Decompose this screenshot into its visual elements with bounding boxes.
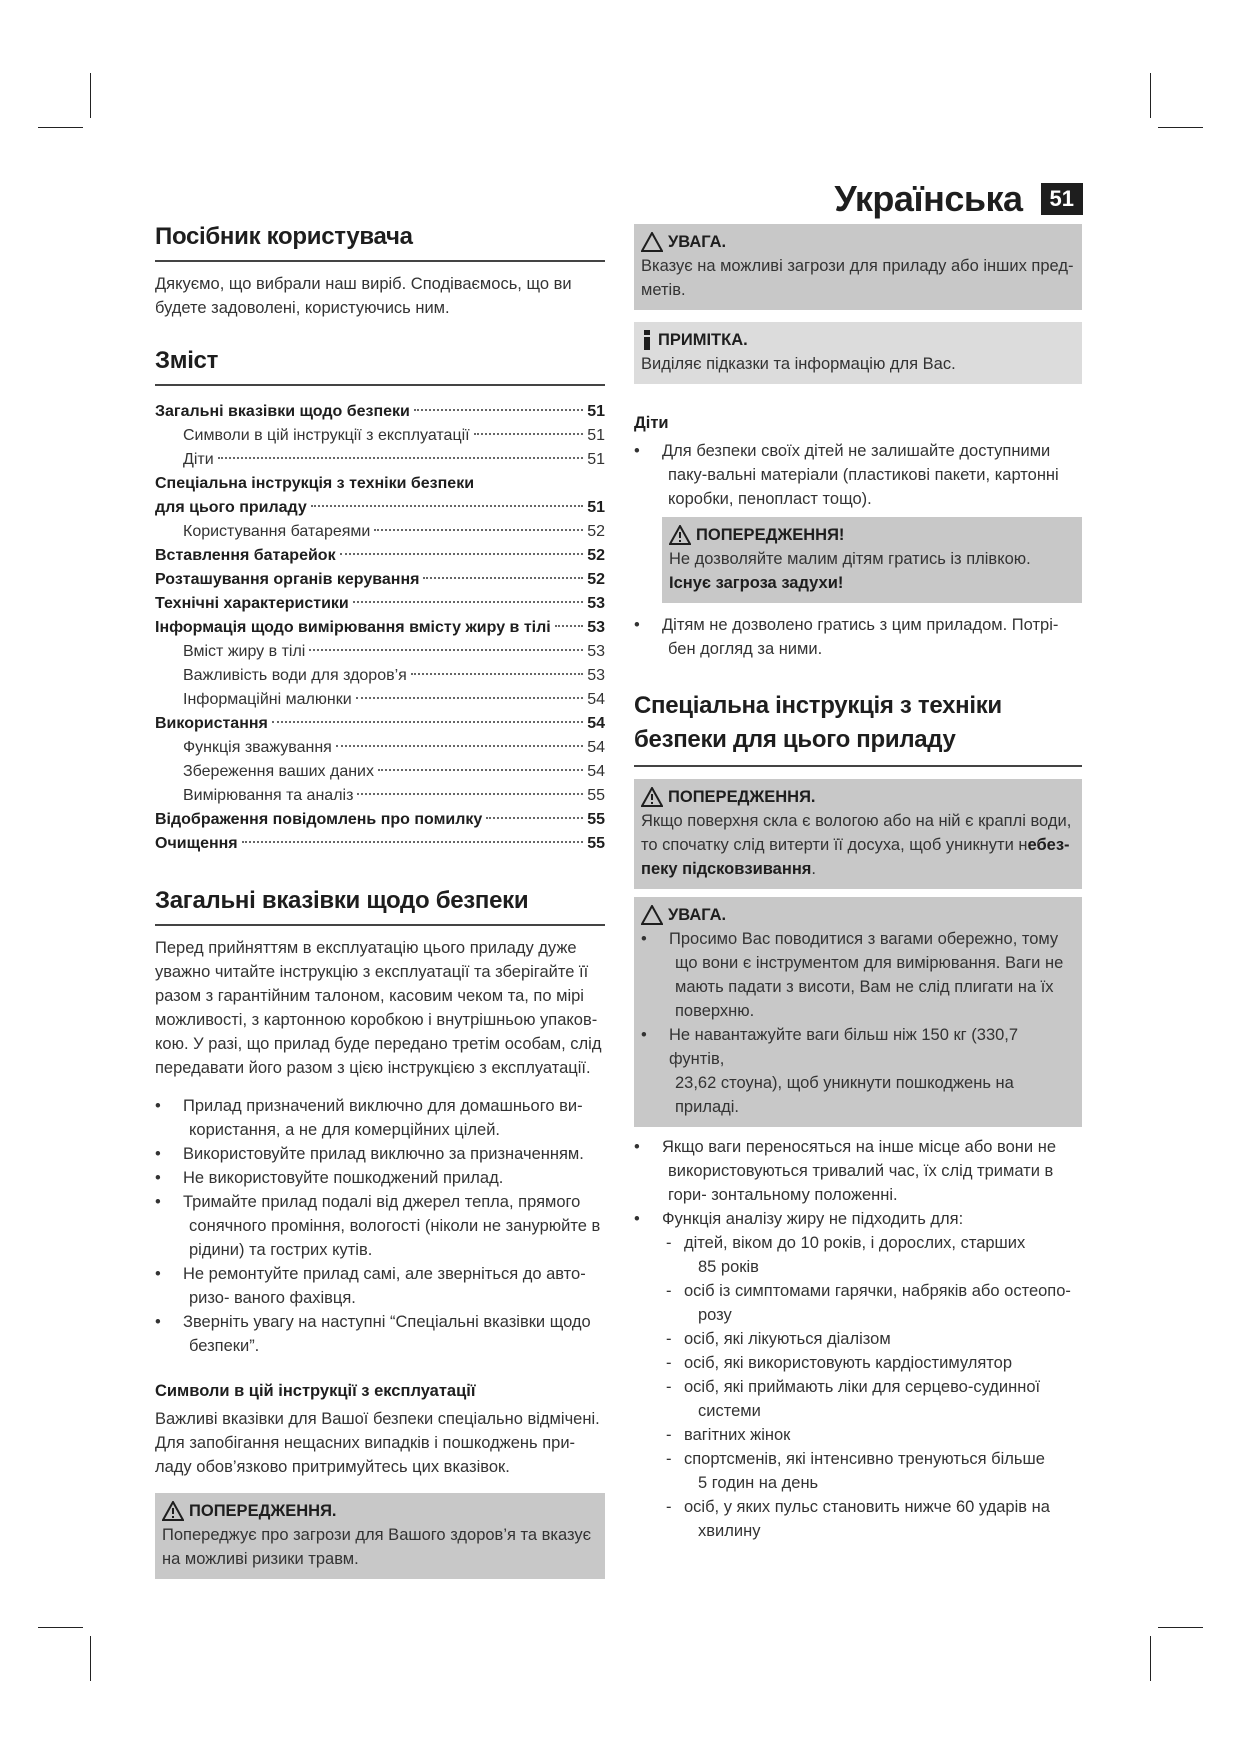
list-item: • Зверніть увагу на наступні “Спеціальні вказівки щодо безпеки”. bbox=[155, 1310, 605, 1358]
page-header bbox=[834, 178, 1083, 220]
list-item: • Не використовуйте пошкоджений прилад. bbox=[155, 1166, 605, 1190]
note-box bbox=[634, 322, 1082, 384]
toc-entry-page: 52 bbox=[587, 523, 605, 540]
guide-title: Посібник користувача bbox=[155, 222, 605, 262]
glass-warning-title bbox=[641, 785, 1075, 809]
glass-warning-text: Якщо поверхня скла є вологою або на ній є краплі води, то спочатку слід витерти її досуха, щоб уникнути небез-пеку підсковзивання. bbox=[641, 812, 1072, 878]
toc-leader-dots bbox=[411, 673, 583, 675]
toc-entry-label: Очищення bbox=[155, 835, 238, 852]
toc-entry: Спеціальна інструкція з техніки безпеки bbox=[155, 475, 475, 492]
children-warning-box bbox=[662, 517, 1082, 603]
crop-mark-tr-v bbox=[1150, 73, 1151, 118]
caution-box-title-text: УВАГА. bbox=[668, 233, 727, 251]
toc-entry-label: Функція зважування bbox=[183, 739, 332, 756]
device-bullet-list bbox=[634, 1135, 1082, 1231]
crop-mark-bl-v bbox=[90, 1636, 91, 1681]
toc-entry bbox=[155, 760, 605, 784]
children-warning-text: Не дозволяйте малим дітям гратись із плівкою. bbox=[669, 550, 1031, 568]
warning-box-text: Попереджує про загрози для Вашого здоров’я та вказує на можливі ризики травм. bbox=[162, 1526, 592, 1568]
toc-entry-label: для цього приладу bbox=[155, 499, 307, 516]
toc-entry-label: Технічні характеристики bbox=[155, 595, 349, 612]
caution-triangle-icon bbox=[641, 905, 663, 925]
toc-entry bbox=[155, 664, 605, 688]
list-item: - осіб, які використовують кардіостимулятор bbox=[666, 1351, 1082, 1375]
list-item: • Просимо Вас поводитися з вагами обережно, тому що вони є інструментом для вимірювання. Ваги не мають падати з висоти, Вам не слід плигати на їх поверхню. bbox=[641, 927, 1075, 1023]
scale-caution-list bbox=[641, 927, 1075, 1119]
toc-leader-dots bbox=[357, 793, 583, 795]
scale-caution-title-text: УВАГА. bbox=[668, 906, 727, 924]
glass-warning-title-text: ПОПЕРЕДЖЕННЯ. bbox=[668, 788, 816, 806]
toc-entry-label: Розташування органів керування bbox=[155, 571, 420, 588]
scale-caution-title bbox=[641, 903, 1075, 927]
list-item: • Дітям не дозволено гратись з цим приладом. Потрі- бен догляд за ними. bbox=[634, 613, 1082, 661]
note-box-title-text: ПРИМІТКА. bbox=[658, 331, 748, 349]
toc-entry-page: 51 bbox=[587, 427, 605, 444]
special-safety-title: Спеціальна інструкція з техніки безпеки для цього приладу bbox=[634, 689, 1082, 767]
toc-leader-dots bbox=[414, 409, 583, 411]
toc-entry bbox=[155, 712, 605, 736]
toc-entry-page: 53 bbox=[587, 595, 605, 612]
toc-entry-page: 52 bbox=[587, 547, 605, 564]
note-box-title bbox=[641, 328, 1075, 352]
toc-entry-label: Інформаційні малюнки bbox=[183, 691, 352, 708]
glass-warning-box bbox=[634, 779, 1082, 889]
toc-entry bbox=[155, 592, 605, 616]
safety-bullet-list bbox=[155, 1094, 605, 1358]
toc-entry-page: 53 bbox=[587, 667, 605, 684]
fat-analysis-exclusion-list bbox=[634, 1231, 1082, 1543]
left-column bbox=[155, 222, 605, 1579]
scale-caution-box bbox=[634, 897, 1082, 1127]
toc-entry bbox=[155, 784, 605, 808]
children-warning-title-text: ПОПЕРЕДЖЕННЯ! bbox=[696, 526, 845, 544]
toc-entry-label: Символи в цій інструкції з експлуатації bbox=[183, 427, 470, 444]
toc-leader-dots bbox=[423, 577, 583, 579]
toc-entry bbox=[155, 400, 605, 424]
list-item: - вагітних жінок bbox=[666, 1423, 1082, 1447]
toc-leader-dots bbox=[474, 433, 583, 435]
crop-mark-br-v bbox=[1150, 1636, 1151, 1681]
toc-entry-page: 54 bbox=[587, 763, 605, 780]
crop-mark-tr-h bbox=[1158, 127, 1203, 128]
children-bullet-list-1 bbox=[634, 439, 1082, 511]
toc-entry-page: 51 bbox=[587, 499, 605, 516]
warning-triangle-icon bbox=[162, 1501, 184, 1521]
note-box-text: Виділяє підказки та інформацію для Вас. bbox=[641, 355, 956, 373]
caution-box bbox=[634, 224, 1082, 310]
toc-entry-label: Діти bbox=[183, 451, 214, 468]
list-item: • Прилад призначений виключно для домашнього ви- користання, а не для комерційних цілей. bbox=[155, 1094, 605, 1142]
list-item: - осіб, які приймають ліки для серцево-судинної системи bbox=[666, 1375, 1082, 1423]
caution-box-text: Вказує на можливі загрози для приладу або інших пред-метів. bbox=[641, 257, 1074, 299]
toc-entry bbox=[155, 688, 605, 712]
caution-box-title bbox=[641, 230, 1075, 254]
crop-mark-br-h bbox=[1158, 1627, 1203, 1628]
toc-entry bbox=[155, 496, 605, 520]
toc-entry bbox=[155, 424, 605, 448]
toc-entry bbox=[155, 808, 605, 832]
list-item: • Не навантажуйте ваги більш ніж 150 кг (330,7 фунтів, 23,62 стоуна), щоб уникнути пошкоджень на приладі. bbox=[641, 1023, 1075, 1119]
toc-entry-label: Вимірювання та аналіз bbox=[183, 787, 354, 804]
warning-box bbox=[155, 1493, 605, 1579]
page-number: 51 bbox=[1041, 183, 1083, 215]
toc-entry-page: 54 bbox=[587, 691, 605, 708]
children-warning-bold: Існує загроза задухи! bbox=[669, 574, 844, 592]
toc-entry-label: Інформація щодо вимірювання вмісту жиру в тілі bbox=[155, 619, 551, 636]
toc-leader-dots bbox=[340, 553, 583, 555]
toc-entry-label: Збереження ваших даних bbox=[183, 763, 374, 780]
crop-mark-bl-h bbox=[38, 1627, 83, 1628]
toc-entry-page: 55 bbox=[587, 811, 605, 828]
list-item: • Використовуйте прилад виключно за призначенням. bbox=[155, 1142, 605, 1166]
list-item: - осіб, у яких пульс становить нижче 60 ударів на хвилину bbox=[666, 1495, 1082, 1543]
warning-triangle-icon bbox=[669, 525, 691, 545]
toc-entry-page: 53 bbox=[587, 619, 605, 636]
toc-entry-page: 54 bbox=[587, 715, 605, 732]
list-item: - осіб, які лікуються діалізом bbox=[666, 1327, 1082, 1351]
toc-leader-dots bbox=[378, 769, 583, 771]
list-item: • Тримайте прилад подалі від джерел тепла, прямого сонячного проміння, вологості (ніколи не занурюйте в рідини) та гострих кутів. bbox=[155, 1190, 605, 1262]
list-item: - спортсменів, які інтенсивно тренуються більше 5 годин на день bbox=[666, 1447, 1082, 1495]
caution-triangle-icon bbox=[641, 232, 663, 252]
toc-entry bbox=[155, 832, 605, 856]
toc-entry-page: 55 bbox=[587, 835, 605, 852]
toc-entry-label: Використання bbox=[155, 715, 268, 732]
children-warning-title bbox=[669, 523, 1075, 547]
list-item: - дітей, віком до 10 років, і дорослих, старших 85 років bbox=[666, 1231, 1082, 1279]
toc-entry-page: 51 bbox=[587, 451, 605, 468]
toc-entry bbox=[155, 736, 605, 760]
toc-entry-page: 51 bbox=[587, 403, 605, 420]
crop-mark-tl-v bbox=[90, 73, 91, 118]
toc-entry bbox=[155, 568, 605, 592]
right-column bbox=[634, 224, 1082, 1543]
toc-leader-dots bbox=[309, 649, 583, 651]
warning-box-title bbox=[162, 1499, 598, 1523]
toc-entry-page: 55 bbox=[587, 787, 605, 804]
toc-leader-dots bbox=[242, 841, 583, 843]
toc-leader-dots bbox=[356, 697, 583, 699]
toc-entry-label: Важливість води для здоров’я bbox=[183, 667, 407, 684]
toc-leader-dots bbox=[555, 625, 583, 627]
toc-entry-label: Відображення повідомлень про помилку bbox=[155, 811, 483, 828]
children-title: Діти bbox=[634, 414, 669, 432]
toc-entry bbox=[155, 616, 605, 640]
info-icon bbox=[641, 329, 653, 351]
toc-entry bbox=[155, 448, 605, 472]
toc-entry-label: Вміст жиру в тілі bbox=[183, 643, 306, 660]
list-item: • Не ремонтуйте прилад самі, але зверніться до авто- ризо- ваного фахівця. bbox=[155, 1262, 605, 1310]
toc-entry bbox=[155, 544, 605, 568]
toc-leader-dots bbox=[336, 745, 583, 747]
toc-entry-page: 52 bbox=[587, 571, 605, 588]
toc-entry-page: 53 bbox=[587, 643, 605, 660]
toc-title: Зміст bbox=[155, 346, 605, 386]
toc-entry bbox=[155, 640, 605, 664]
language-title: Українська bbox=[834, 178, 1023, 219]
list-item: • Якщо ваги переносяться на інше місце або вони не використовуються тривалий час, їх слід тримати в гори- зонтальному положенні. bbox=[634, 1135, 1082, 1207]
safety-intro: Перед прийняттям в експлуатацію цього приладу дуже уважно читайте інструкцію з експлуатації та зберігайте її разом з гарантійним талоном, касовим чеком та, по мірі можливості, з картонною коробкою і внутрішньою упаков-кою. У разі, що прилад буде передано третім особам, слід передавати його разом з цією інструкцією з експлуатації. bbox=[155, 939, 602, 1077]
children-bullet-list-2 bbox=[634, 613, 1082, 661]
toc-entry-label: Вставлення батарейок bbox=[155, 547, 336, 564]
toc-entry-label: Загальні вказівки щодо безпеки bbox=[155, 403, 410, 420]
table-of-contents bbox=[155, 400, 605, 856]
list-item: - осіб із симптомами гарячки, набряків або остеопо- розу bbox=[666, 1279, 1082, 1327]
warning-box-title-text: ПОПЕРЕДЖЕННЯ. bbox=[189, 1502, 337, 1520]
toc-leader-dots bbox=[486, 817, 583, 819]
list-item: • Функція аналізу жиру не підходить для: bbox=[634, 1207, 1082, 1231]
safety-title: Загальні вказівки щодо безпеки bbox=[155, 886, 605, 926]
toc-entry bbox=[155, 520, 605, 544]
toc-entry-page: 54 bbox=[587, 739, 605, 756]
toc-leader-dots bbox=[311, 505, 583, 507]
toc-leader-dots bbox=[353, 601, 583, 603]
toc-entry-label: Користування батареями bbox=[183, 523, 371, 540]
toc-leader-dots bbox=[374, 529, 583, 531]
warning-triangle-icon bbox=[641, 787, 663, 807]
toc-leader-dots bbox=[272, 721, 583, 723]
symbols-intro: Важливі вказівки для Вашої безпеки спеціально відмічені. Для запобігання нещасних випадків і пошкоджень при-ладу обов’язково притримуйтесь цих вказівок. bbox=[155, 1410, 600, 1476]
toc-leader-dots bbox=[218, 457, 583, 459]
guide-intro: Дякуємо, що вибрали наш виріб. Сподіваємось, що ви будете задоволені, користуючись ним. bbox=[155, 275, 572, 317]
crop-mark-tl-h bbox=[38, 127, 83, 128]
list-item: • Для безпеки своїх дітей не залишайте доступними паку-вальні матеріали (пластикові пакети, картонні коробки, пенопласт тощо). bbox=[634, 439, 1082, 511]
symbols-title: Символи в цій інструкції з експлуатації bbox=[155, 1382, 476, 1400]
